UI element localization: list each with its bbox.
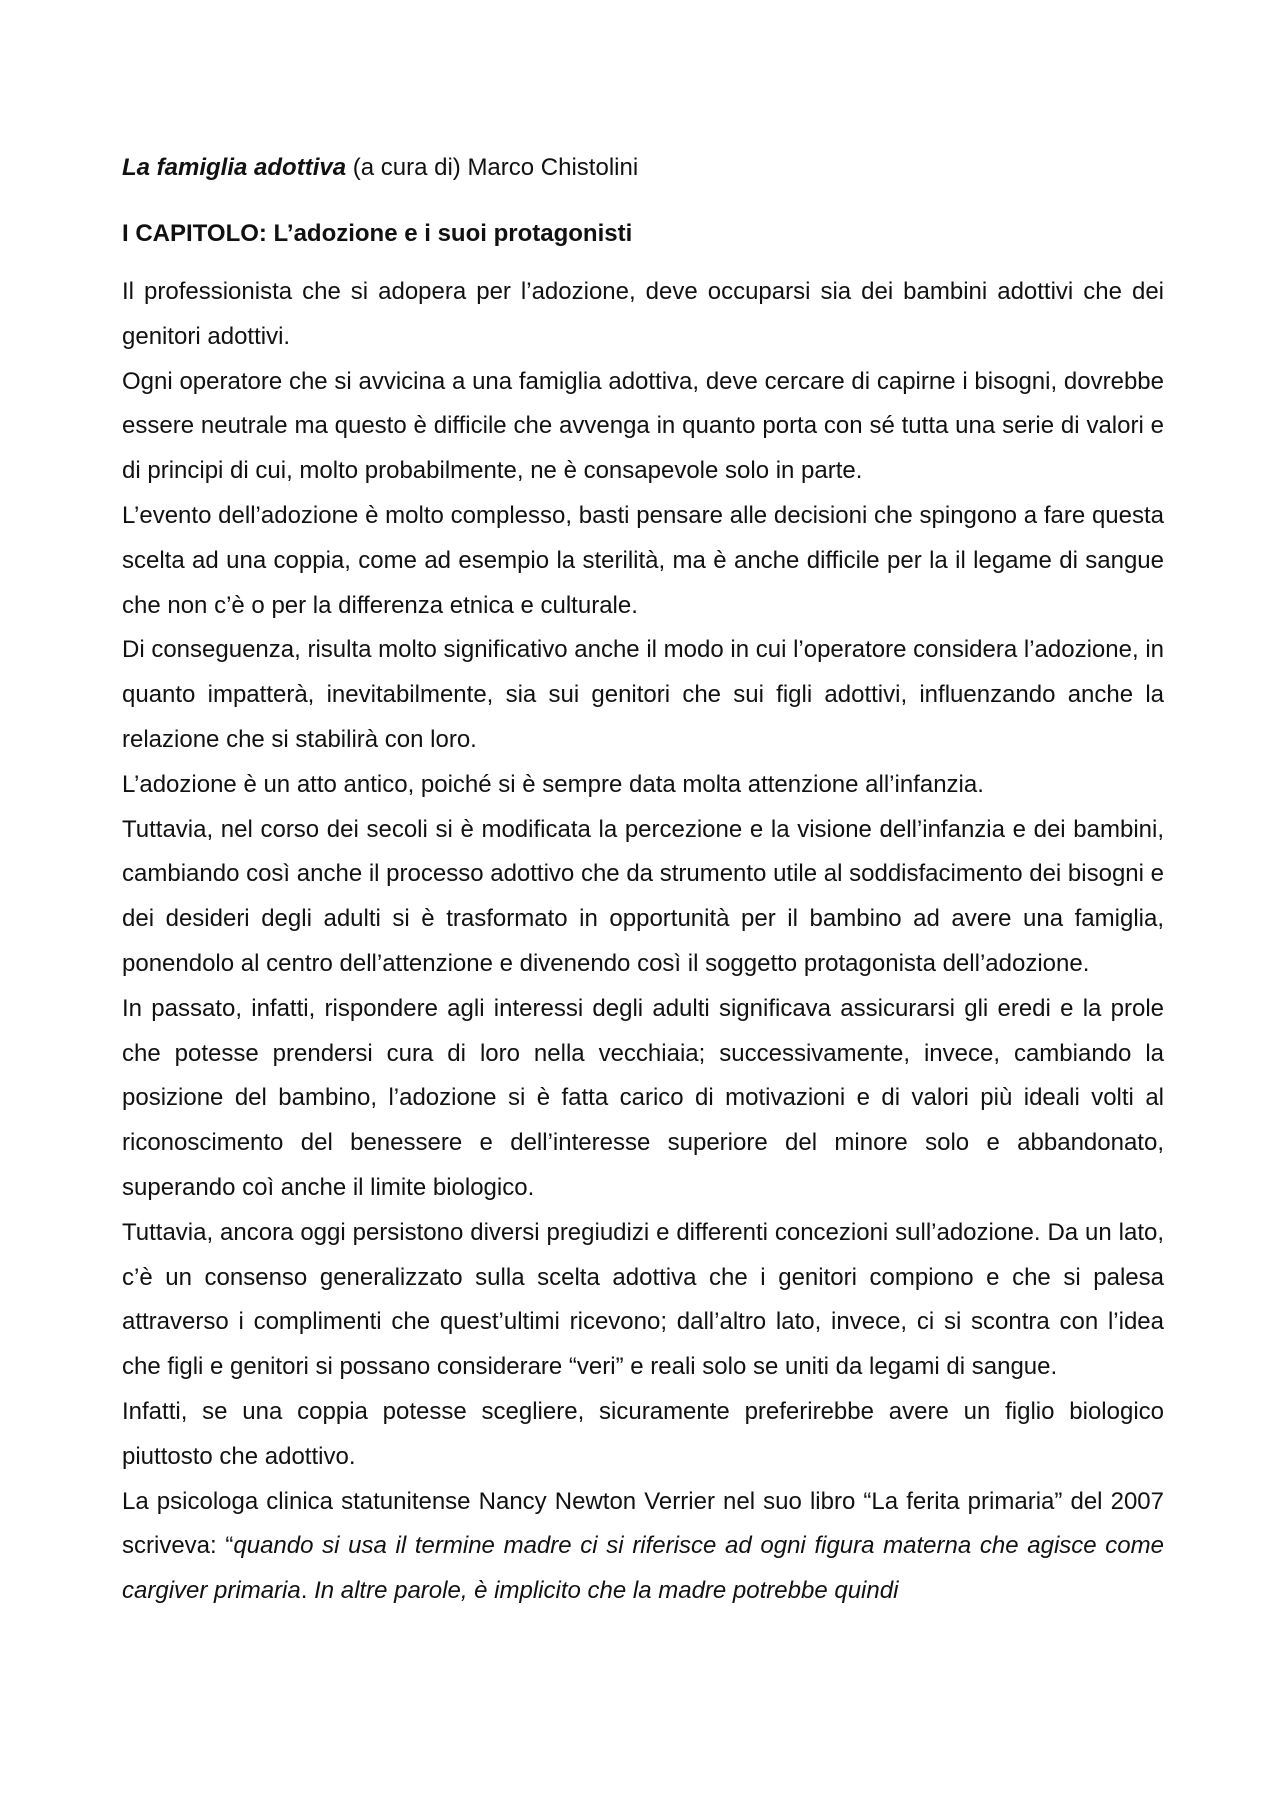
chapter-heading: I CAPITOLO: L’adozione e i suoi protagonisti	[122, 220, 633, 247]
paragraph-10	[122, 1480, 1164, 1614]
quote-text-1: quando si usa il termine madre ci si riferisce ad ogni figura materna che agisce come cargiver primaria	[122, 1532, 1164, 1605]
paragraph-3: L’evento dell’adozione è molto complesso, basti pensare alle decisioni che spingono a fare questa scelta ad una coppia, come ad esempio la sterilità, ma è anche difficile per la il legame di sangue che non c’è o per la differenza etnica e culturale.	[122, 501, 1164, 619]
paragraph-5: L’adozione è un atto antico, poiché si è sempre data molta attenzione all’infanzia.	[122, 770, 984, 798]
paragraph-9: Infatti, se una coppia potesse scegliere, sicuramente preferirebbe avere un figlio biologico piuttosto che adottivo.	[122, 1397, 1164, 1470]
paragraph-1: Il professionista che si adopera per l’adozione, deve occuparsi sia dei bambini adottivi che dei genitori adottivi.	[122, 278, 1164, 350]
paragraph-2: Ogni operatore che si avvicina a una famiglia adottiva, deve cercare di capirne i bisogni, dovrebbe essere neutrale ma questo è difficile che avvenga in quanto porta con sé tutta una serie di valori e di principi di cui, molto probabilmente, ne è consapevole solo in parte.	[122, 367, 1164, 485]
book-title: La famiglia adottiva	[122, 154, 347, 181]
paragraph-7: In passato, infatti, rispondere agli interessi degli adulti significava assicurarsi gli eredi e la prole che potesse prendersi cura di loro nella vecchiaia; successivamente, invece, cambiando la posizione del bambino, l’adozione si è fatta carico di motivazioni e di valori più ideali volti al riconoscimento del benessere e dell’interesse superiore del minore solo e abbandonato, superando coì anche il limite biologico.	[122, 994, 1164, 1201]
editor-name: Marco Chistolini	[467, 154, 639, 181]
paragraph-6: Tuttavia, nel corso dei secoli si è modificata la percezione e la visione dell’infanzia e dei bambini, cambiando così anche il processo adottivo che da strumento utile al soddisfacimento dei bisogni e dei desideri degli adulti si è trasformato in opportunità per il bambino ad avere una famiglia, ponendolo al centro dell’attenzione e divenendo così il soggetto protagonista dell’adozione.	[122, 815, 1164, 977]
paragraph-4: Di conseguenza, risulta molto significativo anche il modo in cui l’operatore considera l’adozione, in quanto impatterà, inevitabilmente, sia sui genitori che sui figli adottivi, influenzando anche la relazione che si stabilirà con loro.	[122, 636, 1164, 753]
quote-lead: La psicologa clinica statunitense Nancy Newton Verrier nel suo libro “La ferita primaria” del 2007 scriveva: “	[122, 1487, 1164, 1560]
document-page	[122, 146, 1164, 1614]
quote-separator: .	[300, 1577, 315, 1605]
paragraph-8: Tuttavia, ancora oggi persistono diversi pregiudizi e differenti concezioni sull’adozione. Da un lato, c’è un consenso generalizzato sulla scelta adottiva che i genitori compiono e che si palesa attraverso i complimenti che quest’ultimi ricevono; dall’altro lato, invece, ci si scontra con l’idea che figli e genitori si possano considerare “veri” e reali solo se uniti da legami di sangue.	[122, 1218, 1164, 1381]
editor-prefix: (a cura di)	[346, 154, 468, 181]
quote-text-2: In altre parole, è implicito che la madre potrebbe quindi	[314, 1577, 899, 1605]
book-title-line	[122, 146, 1164, 190]
